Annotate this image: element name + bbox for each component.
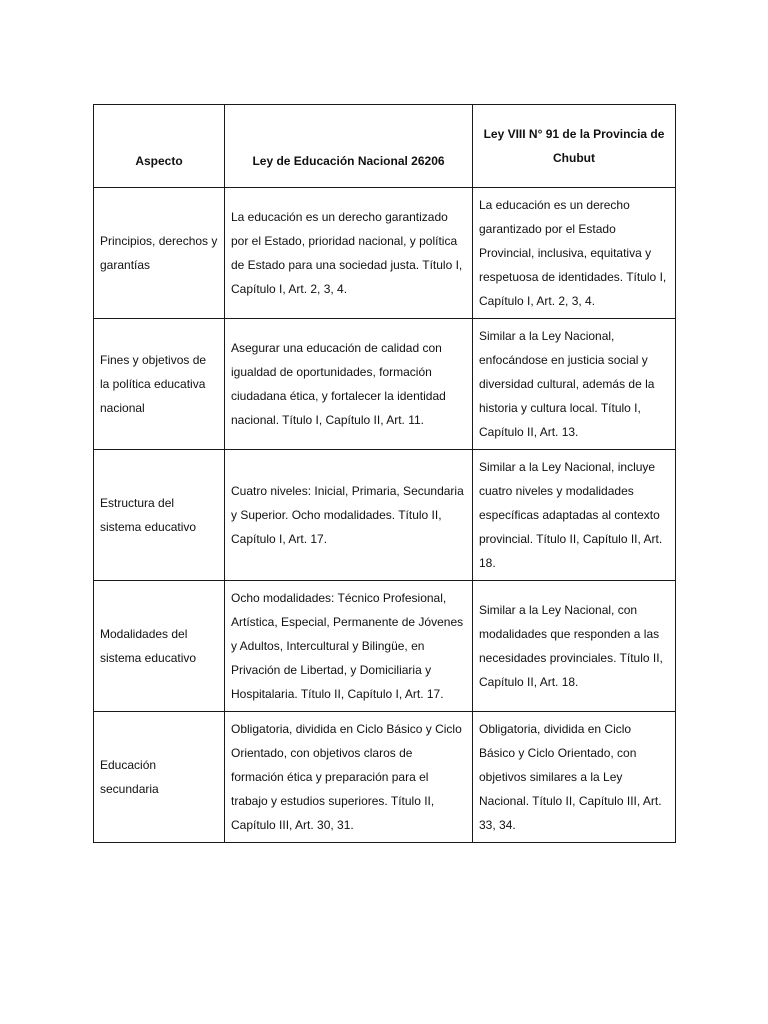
row-chubut-cell: La educación es un derecho garantizado por el Estado Provincial, inclusiva, equitativa y respetuosa de identidades. Título I, Capítulo I, Art. 2, 3, 4. [473,188,676,319]
row-national-cell: La educación es un derecho garantizado por el Estado, prioridad nacional, y política de Estado para una sociedad justa. Título I, Capítulo I, Art. 2, 3, 4. [225,188,473,319]
table-row [94,319,676,450]
row-chubut-cell: Similar a la Ley Nacional, incluye cuatro niveles y modalidades específicas adaptadas al contexto provincial. Título II, Capítulo II, Art. 18. [473,450,676,581]
table-row [94,712,676,843]
row-aspect-cell: Modalidades del sistema educativo [94,581,225,712]
header-national-law: Ley de Educación Nacional 26206 [225,105,473,188]
row-national-cell: Obligatoria, dividida en Ciclo Básico y Ciclo Orientado, con objetivos claros de formación ética y preparación para el trabajo y estudios superiores. Título II, Capítulo III, Art. 30, 31. [225,712,473,843]
row-chubut-cell: Similar a la Ley Nacional, enfocándose en justicia social y diversidad cultural, además de la historia y cultura local. Título I, Capítulo II, Art. 13. [473,319,676,450]
row-chubut-cell: Obligatoria, dividida en Ciclo Básico y Ciclo Orientado, con objetivos similares a la Ley Nacional. Título II, Capítulo III, Art. 33, 34. [473,712,676,843]
row-aspect-cell: Educación secundaria [94,712,225,843]
comparison-table [93,104,676,843]
header-chubut-law: Ley VIII N° 91 de la Provincia de Chubut [473,105,676,188]
row-national-cell: Ocho modalidades: Técnico Profesional, Artística, Especial, Permanente de Jóvenes y Adultos, Intercultural y Bilingüe, en Privación de Libertad, y Domiciliaria y Hospitalaria. Título II, Capítulo I, Art. 17. [225,581,473,712]
table-row [94,450,676,581]
row-aspect-cell: Estructura del sistema educativo [94,450,225,581]
table-row [94,188,676,319]
row-aspect-cell: Fines y objetivos de la política educativa nacional [94,319,225,450]
row-chubut-cell: Similar a la Ley Nacional, con modalidades que responden a las necesidades provinciales. Título II, Capítulo II, Art. 18. [473,581,676,712]
table-header-row [94,105,676,188]
row-aspect-cell: Principios, derechos y garantías [94,188,225,319]
row-national-cell: Cuatro niveles: Inicial, Primaria, Secundaria y Superior. Ocho modalidades. Título II, Capítulo I, Art. 17. [225,450,473,581]
table-row [94,581,676,712]
header-aspect: Aspecto [94,105,225,188]
row-national-cell: Asegurar una educación de calidad con igualdad de oportunidades, formación ciudadana ética, y fortalecer la identidad nacional. Título I, Capítulo II, Art. 11. [225,319,473,450]
